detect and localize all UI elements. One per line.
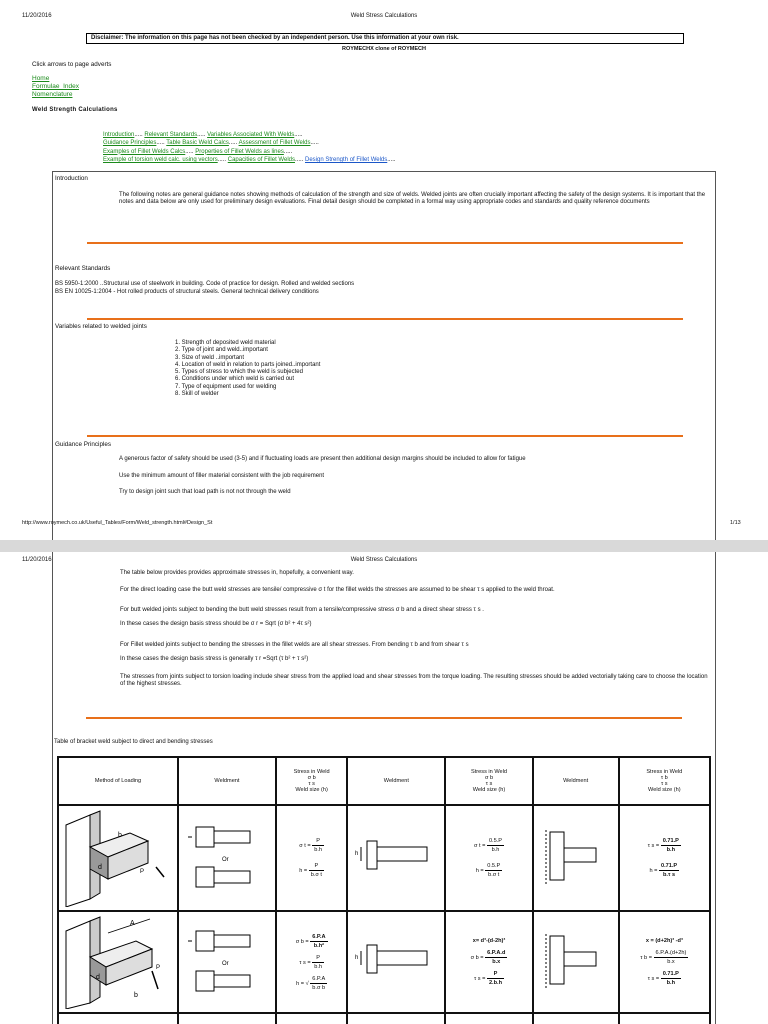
header-weldment: Weldment [533, 757, 619, 805]
header-date: 11/20/2016 [22, 557, 52, 563]
disclaimer-box: Disclaimer: The information on this page has not been checked by an independent person. Use this information at your own risk. [86, 33, 684, 44]
footer-url: http://www.roymech.co.uk/Useful_Tables/Form/Weld_strength.html#Design_St [22, 520, 213, 526]
nav-link-home[interactable]: Home [32, 75, 50, 82]
weldment-fillet-double [533, 911, 619, 1013]
header-title: Weld Stress Calculations [350, 557, 418, 563]
weldment-fillet-double [533, 805, 619, 911]
variables-list [175, 340, 320, 398]
roymech-label: ROYMECHX clone of ROYMECH [341, 46, 427, 52]
fraction [485, 862, 502, 879]
paragraph: For the direct loading case the butt weld stresses are tensile/ compressive σ t for the fillet welds the stresses are assumed to be shear τ s applied to the weld throat. [120, 587, 555, 593]
label-b: b [117, 832, 122, 839]
fraction [659, 862, 679, 879]
header-stress [276, 757, 347, 805]
paragraph: The stresses from joints subject to torsion loading include shear stress from the applied load and shear stresses from the torque loading. The resulting stresses should be added vectorially taking care to choose the location of the highest stresses. [120, 674, 708, 688]
denominator: b.σ t [488, 872, 500, 878]
numerator: P [309, 862, 324, 871]
section-title-standards: Relevant Standards [55, 265, 111, 272]
orange-divider [86, 717, 682, 719]
toc-link[interactable]: Guidance Principles [103, 140, 157, 147]
formula-x: x= d³-(d-2h)³ [472, 938, 506, 944]
formula-lhs: τ s = [473, 975, 486, 982]
section-title-introduction: Introduction [55, 175, 88, 182]
toc-link[interactable]: Relevant Standards [144, 132, 198, 138]
toc-sep: ..... [228, 140, 238, 147]
fraction [487, 837, 504, 854]
numerator: 0.71.P [662, 838, 679, 844]
stress-label: Stress in Weld [646, 769, 683, 775]
fraction [312, 837, 324, 854]
loading-diagram-direct [58, 805, 178, 911]
toc-sep: ..... [294, 132, 303, 138]
table-cell [445, 1013, 532, 1024]
paragraph: In these cases the design basis stress is generally τ r =Sqrt (τ b² + τ s²) [120, 656, 309, 662]
formula-lhs: τ s = [299, 959, 311, 966]
fillet-weld-sketch [351, 827, 441, 887]
intro-paragraph: The following notes are general guidance notes showing methods of calculation of the strength and size of welds. Welded joints are often crucially important affecting the safety of the design systems. It is important that the notes and data below are only used for preliminary design evaluations. Final detail design should be completed in a formal way using appropriate codes and standards and quality reference documents [119, 192, 706, 206]
toc-link[interactable]: Table Basic Weld Calcs [166, 140, 229, 147]
table-header-row [58, 757, 710, 805]
denominator: b.h [666, 980, 675, 986]
formula-lhs: τ s = [647, 842, 660, 849]
list-item: 1. Strength of deposited weld material [175, 340, 276, 346]
formula-cell [445, 911, 532, 1013]
weldment-fillet [347, 911, 445, 1013]
butt-weld-sketch [182, 817, 272, 897]
formula-lhs: τ b = [640, 954, 652, 961]
section-title-variables: Variables related to welded joints [55, 323, 147, 330]
list-item: 6. Conditions under which weld is carried out [175, 376, 295, 383]
toc-link[interactable]: Assessment of Fillet Welds [238, 140, 311, 147]
formula-lhs: σ b = [470, 954, 484, 961]
numerator: 6.P.A [312, 933, 326, 940]
numerator: P [312, 837, 324, 846]
toc-sep: ..... [387, 156, 396, 163]
label-p: P [155, 965, 160, 971]
standard-line: BS EN 10025-1:2004 - Hot rolled products of structural steels. General technical delivery conditions [55, 289, 319, 295]
numerator: 6.P.A.(d+2h) [655, 950, 687, 956]
formula-lhs: h = [299, 867, 308, 874]
numerator: P [487, 970, 504, 979]
tau-s: τ s [308, 781, 315, 787]
numerator: 6.P.A.d [487, 950, 506, 956]
orange-divider [87, 242, 683, 244]
numerator: 0.71.P [660, 863, 678, 869]
nav-links [32, 75, 79, 99]
weldment-butt [178, 911, 276, 1013]
label-h: h [355, 851, 359, 857]
header-date: 11/20/2016 [22, 13, 52, 19]
header-stress [619, 757, 710, 805]
table-caption: Table of bracket weld subject to direct and bending stresses [54, 739, 213, 745]
fraction [661, 970, 681, 987]
pdf-page-2 [0, 552, 768, 1024]
click-arrows-text: Click arrows to page adverts [32, 61, 112, 68]
header-title: Weld Stress Calculations [350, 13, 418, 19]
sigma-b: σ b [307, 775, 316, 781]
butt-weld-sketch [182, 921, 272, 1001]
numerator: 0.5.P [487, 863, 501, 869]
stress-label: Stress in Weld [293, 769, 330, 775]
denominator: b.h [491, 847, 500, 853]
table-cell [347, 1013, 445, 1024]
denominator: b.τ s [662, 872, 676, 878]
sigma-b: σ b [484, 775, 494, 781]
table-row [58, 1013, 710, 1024]
orange-divider [87, 435, 683, 437]
formula-cell [276, 805, 347, 911]
denominator: b.h [314, 963, 322, 970]
label-p: P [139, 869, 144, 875]
page-title: Weld Strength Calculations [32, 107, 118, 113]
toc-sep: ..... [310, 140, 319, 147]
formula-cell: σ b = $\frac{6.P.A}{\text{b.h²}}$ τ s = $\frac{P}{b.h}$ h = √ $\frac{6.P.A}{\text{b.σ b}}$ [276, 911, 347, 1013]
table-row [58, 805, 710, 911]
fraction [661, 837, 681, 854]
fillet-weld-sketch [536, 926, 616, 996]
orange-divider [87, 318, 683, 320]
denominator: b.h [314, 847, 322, 853]
formula-cell [619, 911, 710, 1013]
list-item: 2. Type of joint and weld..important [175, 347, 268, 354]
guidance-line: A generous factor of safety should be used (3-5) and if fluctuating loads are present then additional design margins should be included to allow for fatigue [119, 456, 526, 462]
toc-link[interactable]: Properties of Fillet Welds as lines [195, 148, 284, 155]
formula-cell [619, 805, 710, 911]
numerator: 6.P.A [312, 975, 326, 982]
weld-size: Weld size (h) [295, 787, 328, 793]
paragraph: For Fillet welded joints subject to bending the stresses in the fillet welds are all shear stresses. From bending τ b and from shear τ s [120, 642, 469, 648]
label-a: A [129, 920, 135, 927]
toc-link[interactable]: Introduction [103, 132, 135, 138]
weld-size: Weld size (h) [472, 787, 506, 793]
standard-line: BS 5950-1:2000 ..Structural use of steelwork in building. Code of practice for design. Rolled and welded sections [55, 281, 355, 287]
formula-lhs: σ t = [473, 842, 486, 849]
header-weldment: Weldment [347, 757, 445, 805]
toc-link[interactable]: Variables Associated With Welds [207, 132, 295, 138]
numerator: 0.71.P [662, 971, 679, 977]
list-item: 8. Skill of welder [175, 391, 219, 398]
fraction [654, 949, 689, 966]
toc-sep: ..... [185, 148, 194, 155]
formula-lhs: h = [475, 867, 484, 874]
fillet-weld-sketch [536, 822, 616, 892]
table-cell [178, 1013, 276, 1024]
toc-sep: ..... [197, 132, 206, 138]
denominator: 2.b.h [488, 980, 502, 986]
or-label: Or [221, 857, 229, 863]
formula-lhs: σ b = [295, 938, 309, 945]
table-of-contents [103, 131, 396, 164]
formula-cell [445, 805, 532, 911]
toc-link[interactable]: Examples of Fillet Welds Calcs [103, 148, 186, 155]
header-method: Method of Loading [58, 757, 178, 805]
header-stress [445, 757, 532, 805]
toc-sep: ..... [283, 148, 293, 155]
table-cell [533, 1013, 619, 1024]
or-label: Or [221, 961, 229, 967]
bracket-diagram [60, 913, 176, 1009]
table-cell [276, 1013, 347, 1024]
list-item: 4. Location of weld in relation to parts joined..important [175, 361, 321, 368]
toc-sep: ..... [294, 156, 304, 163]
list-item: 5. Types of stress to which the weld is subjected [175, 369, 303, 376]
weldment-butt [178, 805, 276, 911]
loading-diagram-bending [58, 911, 178, 1013]
formula-lhs: h = [296, 980, 305, 987]
stress-label: Stress in Weld [471, 769, 507, 775]
nav-link-formulae-index[interactable]: Formulae_Index [32, 83, 79, 90]
header-weldment: Weldment [178, 757, 276, 805]
denominator: b.σ b [312, 984, 326, 991]
fraction [310, 975, 327, 992]
denominator: b.h [666, 847, 675, 853]
toc-sep: ..... [134, 132, 143, 138]
fraction [310, 933, 327, 950]
paragraph: The table below provides provides approximate stresses in, hopefully, a convenient way. [120, 570, 354, 576]
toc-sep: ..... [217, 156, 227, 163]
denominator: b.x [492, 959, 501, 965]
bracket-diagram [60, 807, 176, 907]
fraction [312, 954, 324, 971]
formula-lhs: h = [649, 867, 658, 874]
toc-link-current[interactable]: Design Strength of Fillet Welds [305, 156, 388, 163]
weld-stress-table [57, 756, 711, 1024]
paragraph: In these cases the design basis stress should be σ r = Sqrt (σ b² + 4τ s²) [120, 621, 312, 627]
fraction [485, 949, 507, 966]
table-row [58, 911, 710, 1013]
guidance-line: Try to design joint such that load path is not not through the weld [119, 489, 291, 495]
toc-sep: ..... [156, 140, 165, 147]
denominator: b.h² [313, 942, 325, 949]
denominator: b.σ t [310, 872, 322, 878]
formula-lhs: τ s = [647, 975, 660, 982]
label-b: b [133, 992, 138, 999]
tau-s: τ s [661, 781, 668, 787]
tau-b: τ b [660, 775, 668, 781]
weld-size: Weld size (h) [648, 787, 681, 793]
section-title-guidance: Guidance Principles [55, 441, 112, 448]
numerator: 0.5.P [488, 838, 502, 844]
paragraph: For butt welded joints subject to bending the butt weld stresses result from a tensile/compressive stress σ b and a direct shear stress τ s . [120, 607, 484, 613]
label-h: h [355, 955, 359, 961]
footer-page: 1/13 [730, 520, 741, 526]
label-d: d [95, 974, 100, 981]
table-cell [619, 1013, 710, 1024]
label-d: d [97, 864, 102, 871]
toc-link[interactable]: Capacities of Fillet Welds [227, 156, 295, 163]
fraction [487, 970, 504, 987]
tau-s: τ s [485, 781, 493, 787]
list-item: 3. Size of weld ..important [175, 354, 245, 361]
guidance-line: Use the minimum amount of filler material consistent with the job requirement [119, 473, 325, 479]
toc-link[interactable]: Example of torsion weld calc. using vectors [103, 156, 218, 163]
denominator: b.x [667, 959, 675, 965]
nav-link-nomenclature[interactable]: Nomenclature [32, 91, 73, 98]
fillet-weld-sketch [351, 931, 441, 991]
table-cell [58, 1013, 178, 1024]
formula-lhs: σ t = [299, 842, 311, 849]
formula-x: x = (d+2h)³ -d³ [645, 938, 683, 944]
numerator: P [312, 954, 324, 963]
content-box [52, 171, 716, 540]
fraction [309, 862, 324, 879]
weldment-fillet [347, 805, 445, 911]
list-item: 7. Type of equipment used for welding [175, 383, 277, 390]
